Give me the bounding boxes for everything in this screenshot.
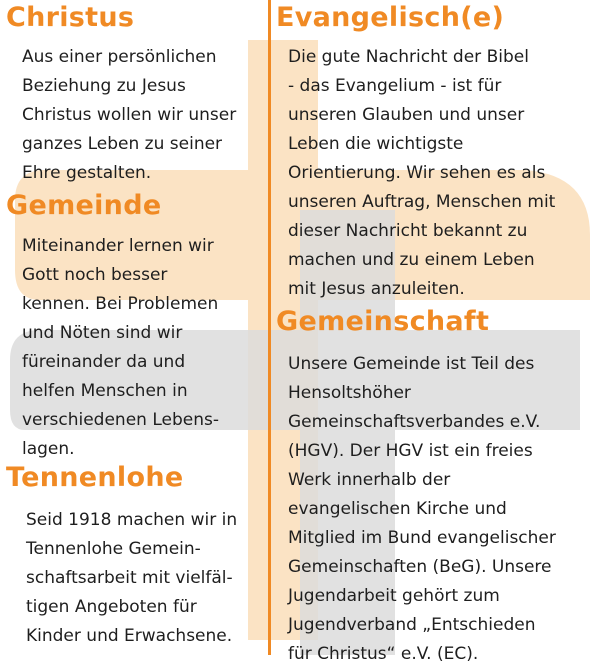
text-line: helfen Menschen in bbox=[22, 381, 188, 401]
text-line: dieser Nachricht bekannt zu bbox=[288, 221, 528, 241]
section-title-gemeinde: Gemeinde bbox=[6, 190, 162, 221]
text-line: Seid 1918 machen wir in bbox=[26, 510, 238, 530]
text-line: schaftsarbeit mit vielfäl- bbox=[26, 568, 233, 588]
section-title-gemeinschaft: Gemeinschaft bbox=[276, 306, 490, 337]
text-line: Tennenlohe Gemein- bbox=[26, 539, 201, 559]
text-line: Gott noch besser bbox=[22, 265, 168, 285]
section-text-tennenlohe bbox=[26, 506, 264, 651]
text-line: machen und zu einem Leben bbox=[288, 250, 535, 270]
section-text-gemeinde bbox=[22, 232, 264, 464]
text-line: (HGV). Der HGV ist ein freies bbox=[288, 441, 533, 461]
text-line: und Nöten sind wir bbox=[22, 323, 183, 343]
text-line: lagen. bbox=[22, 439, 75, 459]
text-line: Die gute Nachricht der Bibel bbox=[288, 47, 529, 67]
text-line: tigen Angeboten für bbox=[26, 597, 197, 617]
text-line: Jugendverband „Entschieden bbox=[288, 615, 536, 635]
text-line: Orientierung. Wir sehen es als bbox=[288, 163, 546, 183]
text-line: Beziehung zu Jesus bbox=[22, 76, 186, 96]
text-line: Ehre gestalten. bbox=[22, 163, 152, 183]
text-line: unseren Auftrag, Menschen mit bbox=[288, 192, 556, 212]
text-line: kennen. Bei Problemen bbox=[22, 294, 219, 314]
text-line: Leben die wichtigste bbox=[288, 134, 464, 154]
section-gemeinschaft bbox=[276, 306, 604, 669]
text-line: ganzes Leben zu seiner bbox=[22, 134, 223, 154]
text-line: Miteinander lernen wir bbox=[22, 236, 214, 256]
section-christus bbox=[6, 2, 264, 188]
section-title-christus: Christus bbox=[6, 2, 135, 33]
text-line: Werk innerhalb der bbox=[288, 470, 451, 490]
text-line: Jugendarbeit gehört zum bbox=[288, 586, 500, 606]
text-line: Mitglied im Bund evangelischer bbox=[288, 528, 556, 548]
section-tennenlohe bbox=[6, 462, 264, 651]
text-line: Gemeinschaften (BeG). Unsere bbox=[288, 557, 552, 577]
section-gemeinde bbox=[6, 190, 264, 464]
section-evangelisch bbox=[276, 2, 604, 304]
text-line: verschiedenen Lebens- bbox=[22, 410, 219, 430]
section-text-gemeinschaft bbox=[288, 350, 604, 669]
section-title-tennenlohe: Tennenlohe bbox=[6, 462, 184, 493]
text-line: - das Evangelium - ist für bbox=[288, 76, 502, 96]
text-line: unseren Glauben und unser bbox=[288, 105, 525, 125]
section-text-evangelisch bbox=[288, 43, 604, 304]
text-line: Unsere Gemeinde ist Teil des bbox=[288, 354, 535, 374]
section-text-christus bbox=[22, 43, 264, 188]
text-line: füreinander da und bbox=[22, 352, 186, 372]
text-line: für Christus“ e.V. (EC). bbox=[288, 644, 479, 664]
text-line: Hensoltshöher bbox=[288, 383, 411, 403]
column-divider bbox=[268, 0, 271, 655]
text-line: Christus wollen wir unser bbox=[22, 105, 237, 125]
section-title-evangelisch: Evangelisch(e) bbox=[276, 2, 505, 33]
text-line: evangelischen Kirche und bbox=[288, 499, 507, 519]
text-line: Kinder und Erwachsene. bbox=[26, 626, 233, 646]
text-line: Aus einer persönlichen bbox=[22, 47, 217, 67]
text-line: Gemeinschaftsverbandes e.V. bbox=[288, 412, 541, 432]
text-line: mit Jesus anzuleiten. bbox=[288, 279, 465, 299]
